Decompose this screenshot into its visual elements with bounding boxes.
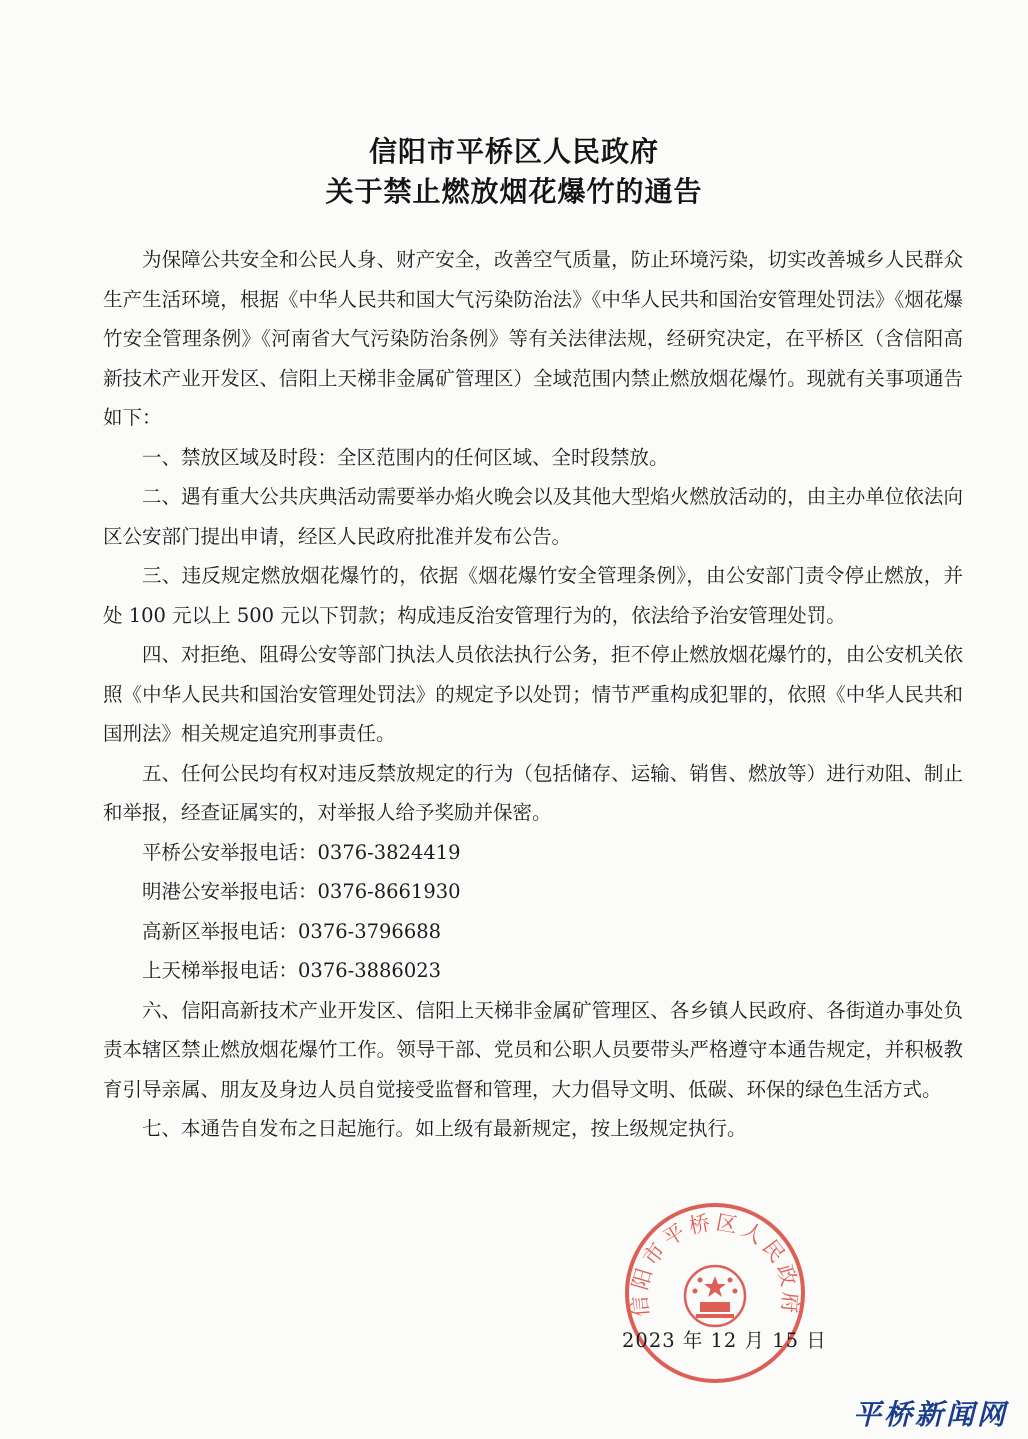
seal-text: 信阳市平桥区人民政府: [627, 1210, 803, 1319]
clause-7: 七、本通告自发布之日起施行。如上级有最新规定，按上级规定执行。: [142, 1117, 747, 1140]
hotline-minggang: 明港公安举报电话：0376-8661930: [142, 880, 461, 903]
clause-1: 一、禁放区域及时段：全区范围内的任何区域、全时段禁放。: [142, 445, 669, 469]
document-date: 2023 年 12 月 15 日: [622, 1329, 827, 1352]
clause-6: 六、信阳高新技术产业开发区、信阳上天梯非金属矿管理区、各乡镇人民政府、各街道办事处负责本辖区禁止燃放烟花爆竹工作。领导干部、党员和公职人员要带头严格遵守本通告规定，并积极教育引导亲属、朋友及身边人员自觉接受监督和管理，大力倡导文明、低碳、环保的绿色生活方式。: [103, 998, 963, 1101]
clause-2: 二、遇有重大公共庆典活动需要举办焰火晚会以及其他大型焰火燃放活动的，由主办单位依法向区公安部门提出申请，经区人民政府批准并发布公告。: [103, 485, 963, 548]
intro-paragraph: 为保障公共安全和公民人身、财产安全，改善空气质量，防止环境污染，切实改善城乡人民群众生产生活环境，根据《中华人民共和国大气污染防治法》《中华人民共和国治安管理处罚法》《烟花爆竹安全管理条例》《河南省大气污染防治条例》等有关法律法规，经研究决定，在平桥区（含信阳高新技术产业开发区、信阳上天梯非金属矿管理区）全域范围内禁止燃放烟花爆竹。现就有关事项通告如下：: [103, 248, 963, 429]
clause-3: 三、违反规定燃放烟花爆竹的，依据《烟花爆竹安全管理条例》，由公安部门责令停止燃放，并处 100 元以上 500 元以下罚款；构成违反治安管理行为的，依法给予治安管理处罚。: [103, 564, 963, 627]
hotline-gaoxin: 高新区举报电话：0376-3796688: [142, 919, 442, 943]
site-watermark: 平桥新闻网: [852, 1398, 1008, 1431]
document-title-line1: 信阳市平桥区人民政府: [368, 135, 659, 168]
national-emblem-icon: [685, 1266, 745, 1326]
clause-5: 五、任何公民均有权对违反禁放规定的行为（包括储存、运输、销售、燃放等）进行劝阻、制止和举报，经查证属实的，对举报人给予奖励并保密。: [103, 761, 963, 824]
document-body: [103, 240, 963, 1149]
clause-4: 四、对拒绝、阻碍公安等部门执法人员依法执行公务，拒不停止燃放烟花爆竹的，由公安机关依照《中华人民共和国治安管理处罚法》的规定予以处罚；情节严重构成犯罪的，依照《中华人民共和国刑法》相关规定追究刑事责任。: [103, 643, 963, 745]
official-seal: [620, 1198, 810, 1388]
document-title-line2: 关于禁止燃放烟花爆竹的通告: [325, 175, 703, 208]
svg-text:信阳市平桥区人民政府: [627, 1210, 803, 1318]
hotline-pingqiao: 平桥公安举报电话：0376-3824419: [142, 840, 461, 864]
hotline-shangtianti: 上天梯举报电话：0376-3886023: [142, 959, 442, 982]
